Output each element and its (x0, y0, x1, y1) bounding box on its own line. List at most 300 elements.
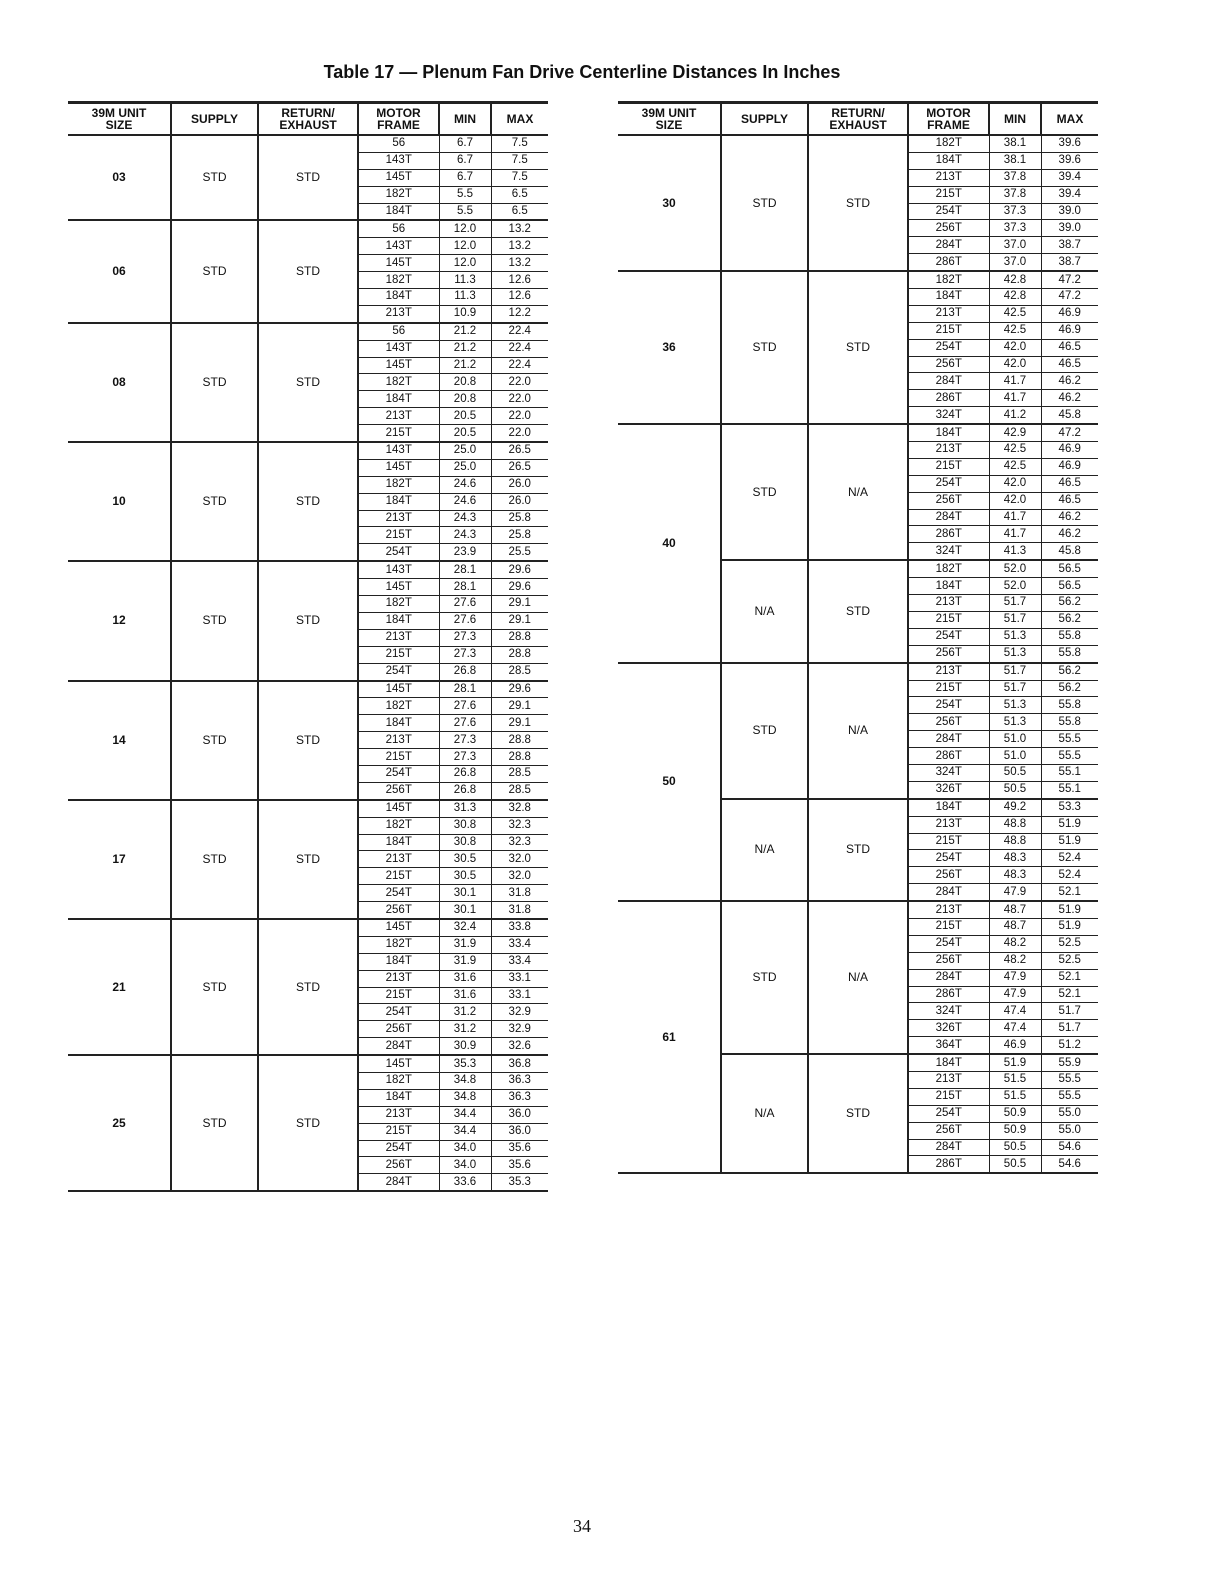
max-cell: 6.5 (491, 203, 548, 220)
motor-frame-cell: 215T (358, 1123, 439, 1140)
max-cell: 56.2 (1041, 611, 1098, 628)
min-cell: 51.9 (989, 1054, 1041, 1071)
motor-frame-cell: 324T (908, 543, 989, 560)
max-cell: 51.9 (1041, 816, 1098, 833)
max-cell: 46.9 (1041, 322, 1098, 339)
max-cell: 6.5 (491, 186, 548, 203)
motor-frame-cell: 213T (908, 816, 989, 833)
max-cell: 54.6 (1041, 1156, 1098, 1173)
max-cell: 32.0 (491, 851, 548, 868)
table-row (618, 901, 1098, 918)
page-number: 34 (573, 1516, 591, 1536)
motor-frame-cell: 254T (908, 850, 989, 867)
motor-frame-cell: 286T (908, 748, 989, 765)
max-cell: 12.6 (491, 289, 548, 306)
min-cell: 51.3 (989, 714, 1041, 731)
motor-frame-cell: 182T (358, 476, 439, 493)
table-row (68, 1055, 548, 1072)
min-cell: 26.8 (439, 782, 491, 799)
return-exhaust-cell: N/A (808, 901, 908, 1054)
min-cell: 37.0 (989, 254, 1041, 271)
motor-frame-cell: 184T (358, 493, 439, 510)
max-cell: 39.6 (1041, 152, 1098, 169)
min-cell: 11.3 (439, 289, 491, 306)
max-cell: 39.0 (1041, 203, 1098, 220)
table-body (68, 135, 548, 1191)
max-cell: 13.2 (491, 220, 548, 237)
min-cell: 27.3 (439, 629, 491, 646)
min-cell: 27.6 (439, 596, 491, 613)
max-cell: 26.0 (491, 476, 548, 493)
max-cell: 28.8 (491, 629, 548, 646)
motor-frame-cell: 254T (358, 1140, 439, 1157)
motor-frame-cell: 254T (908, 339, 989, 356)
min-cell: 42.0 (989, 475, 1041, 492)
min-cell: 24.3 (439, 510, 491, 527)
unit-size-cell: 50 (618, 663, 721, 901)
motor-frame-cell: 284T (908, 969, 989, 986)
motor-frame-cell: 215T (358, 749, 439, 766)
min-cell: 47.9 (989, 969, 1041, 986)
motor-frame-cell: 284T (908, 373, 989, 390)
max-cell: 51.7 (1041, 1020, 1098, 1037)
min-cell: 48.3 (989, 867, 1041, 884)
motor-frame-cell: 182T (358, 596, 439, 613)
motor-frame-cell: 213T (908, 442, 989, 459)
max-cell: 33.1 (491, 987, 548, 1004)
max-cell: 52.5 (1041, 952, 1098, 969)
min-cell: 50.9 (989, 1105, 1041, 1122)
min-cell: 42.5 (989, 322, 1041, 339)
max-cell: 46.5 (1041, 475, 1098, 492)
max-cell: 22.0 (491, 425, 548, 442)
min-cell: 21.2 (439, 323, 491, 340)
motor-frame-cell: 215T (908, 680, 989, 697)
min-cell: 30.5 (439, 868, 491, 885)
motor-frame-cell: 256T (908, 1122, 989, 1139)
min-cell: 31.9 (439, 953, 491, 970)
max-cell: 51.9 (1041, 833, 1098, 850)
max-cell: 52.1 (1041, 986, 1098, 1003)
motor-frame-cell: 145T (358, 579, 439, 596)
min-cell: 31.9 (439, 936, 491, 953)
motor-frame-cell: 213T (908, 663, 989, 680)
motor-frame-cell: 215T (358, 987, 439, 1004)
max-cell: 26.5 (491, 442, 548, 459)
motor-frame-cell: 215T (358, 868, 439, 885)
unit-size-cell: 03 (68, 135, 171, 220)
motor-frame-cell: 215T (908, 322, 989, 339)
max-cell: 52.1 (1041, 969, 1098, 986)
return-exhaust-cell: N/A (808, 663, 908, 799)
motor-frame-cell: 284T (908, 1139, 989, 1156)
max-cell: 55.8 (1041, 714, 1098, 731)
table-row (618, 135, 1098, 152)
max-cell: 29.1 (491, 596, 548, 613)
min-cell: 23.9 (439, 544, 491, 561)
max-cell: 56.5 (1041, 560, 1098, 577)
min-cell: 27.3 (439, 732, 491, 749)
min-cell: 51.7 (989, 611, 1041, 628)
motor-frame-cell: 286T (908, 986, 989, 1003)
motor-frame-cell: 213T (908, 1071, 989, 1088)
min-cell: 31.2 (439, 1021, 491, 1038)
min-cell: 5.5 (439, 186, 491, 203)
return-exhaust-cell: STD (808, 560, 908, 662)
header-min: MIN (989, 103, 1041, 136)
max-cell: 55.5 (1041, 748, 1098, 765)
motor-frame-cell: 182T (358, 374, 439, 391)
unit-size-cell: 06 (68, 220, 171, 322)
max-cell: 25.8 (491, 527, 548, 544)
motor-frame-cell: 254T (358, 544, 439, 561)
return-exhaust-cell: STD (808, 799, 908, 901)
motor-frame-cell: 184T (908, 1054, 989, 1071)
max-cell: 55.5 (1041, 1071, 1098, 1088)
motor-frame-cell: 213T (908, 169, 989, 186)
motor-frame-cell: 284T (358, 1038, 439, 1055)
min-cell: 27.3 (439, 646, 491, 663)
header-row (618, 103, 1098, 136)
motor-frame-cell: 256T (358, 782, 439, 799)
min-cell: 50.5 (989, 1156, 1041, 1173)
min-cell: 6.7 (439, 135, 491, 152)
max-cell: 46.2 (1041, 373, 1098, 390)
table-row (68, 135, 548, 152)
max-cell: 28.5 (491, 663, 548, 680)
min-cell: 47.4 (989, 1003, 1041, 1020)
min-cell: 24.3 (439, 527, 491, 544)
max-cell: 33.8 (491, 919, 548, 936)
max-cell: 35.6 (491, 1157, 548, 1174)
min-cell: 42.8 (989, 271, 1041, 288)
max-cell: 52.4 (1041, 850, 1098, 867)
return-exhaust-cell: STD (258, 919, 358, 1055)
min-cell: 28.1 (439, 681, 491, 698)
header-max: MAX (491, 103, 548, 136)
min-cell: 46.9 (989, 1037, 1041, 1054)
motor-frame-cell: 184T (358, 289, 439, 306)
min-cell: 27.3 (439, 749, 491, 766)
max-cell: 36.0 (491, 1106, 548, 1123)
min-cell: 37.0 (989, 237, 1041, 254)
max-cell: 22.4 (491, 357, 548, 374)
motor-frame-cell: 215T (908, 611, 989, 628)
supply-cell: STD (171, 800, 258, 919)
min-cell: 48.2 (989, 952, 1041, 969)
motor-frame-cell: 256T (358, 1021, 439, 1038)
min-cell: 20.8 (439, 374, 491, 391)
max-cell: 56.5 (1041, 578, 1098, 595)
min-cell: 34.0 (439, 1157, 491, 1174)
motor-frame-cell: 145T (358, 357, 439, 374)
max-cell: 56.2 (1041, 663, 1098, 680)
supply-cell: N/A (721, 799, 808, 901)
unit-size-cell: 25 (68, 1055, 171, 1191)
header-max: MAX (1041, 103, 1098, 136)
min-cell: 31.3 (439, 800, 491, 817)
min-cell: 31.2 (439, 1004, 491, 1021)
motor-frame-cell: 184T (908, 424, 989, 441)
max-cell: 28.5 (491, 782, 548, 799)
motor-frame-cell: 143T (358, 152, 439, 169)
min-cell: 30.9 (439, 1038, 491, 1055)
header-supply: SUPPLY (721, 103, 808, 136)
max-cell: 26.5 (491, 459, 548, 476)
unit-size-cell: 36 (618, 271, 721, 424)
motor-frame-cell: 182T (908, 271, 989, 288)
min-cell: 48.2 (989, 935, 1041, 952)
motor-frame-cell: 256T (908, 492, 989, 509)
min-cell: 37.8 (989, 169, 1041, 186)
max-cell: 31.8 (491, 885, 548, 902)
motor-frame-cell: 56 (358, 135, 439, 152)
motor-frame-cell: 256T (358, 902, 439, 919)
motor-frame-cell: 184T (908, 799, 989, 816)
min-cell: 27.6 (439, 698, 491, 715)
header-return-exhaust: RETURN/ EXHAUST (808, 103, 908, 136)
min-cell: 52.0 (989, 560, 1041, 577)
motor-frame-cell: 182T (908, 560, 989, 577)
max-cell: 22.4 (491, 323, 548, 340)
motor-frame-cell: 213T (908, 595, 989, 612)
max-cell: 29.6 (491, 561, 548, 578)
max-cell: 46.2 (1041, 390, 1098, 407)
min-cell: 42.0 (989, 339, 1041, 356)
supply-cell: STD (171, 442, 258, 561)
motor-frame-cell: 145T (358, 459, 439, 476)
min-cell: 30.5 (439, 851, 491, 868)
max-cell: 52.1 (1041, 884, 1098, 901)
min-cell: 28.1 (439, 579, 491, 596)
min-cell: 27.6 (439, 715, 491, 732)
max-cell: 56.2 (1041, 680, 1098, 697)
max-cell: 32.0 (491, 868, 548, 885)
min-cell: 48.8 (989, 833, 1041, 850)
motor-frame-cell: 254T (358, 885, 439, 902)
max-cell: 13.2 (491, 238, 548, 255)
unit-size-cell: 12 (68, 561, 171, 680)
max-cell: 7.5 (491, 152, 548, 169)
min-cell: 41.7 (989, 373, 1041, 390)
table-title: Table 17 — Plenum Fan Drive Centerline Distances In Inches (323, 62, 841, 82)
min-cell: 12.0 (439, 255, 491, 272)
header-supply: SUPPLY (171, 103, 258, 136)
min-cell: 20.5 (439, 408, 491, 425)
motor-frame-cell: 145T (358, 169, 439, 186)
header-motor-frame: MOTOR FRAME (908, 103, 989, 136)
motor-frame-cell: 145T (358, 919, 439, 936)
max-cell: 45.8 (1041, 543, 1098, 560)
max-cell: 55.0 (1041, 1105, 1098, 1122)
table-row (68, 919, 548, 936)
min-cell: 37.8 (989, 186, 1041, 203)
max-cell: 56.2 (1041, 595, 1098, 612)
min-cell: 42.5 (989, 305, 1041, 322)
min-cell: 6.7 (439, 169, 491, 186)
motor-frame-cell: 284T (908, 509, 989, 526)
motor-frame-cell: 364T (908, 1037, 989, 1054)
motor-frame-cell: 184T (908, 578, 989, 595)
min-cell: 41.2 (989, 407, 1041, 424)
max-cell: 36.3 (491, 1089, 548, 1106)
min-cell: 48.8 (989, 816, 1041, 833)
supply-cell: N/A (721, 560, 808, 662)
motor-frame-cell: 256T (908, 645, 989, 662)
max-cell: 47.2 (1041, 424, 1098, 441)
min-cell: 31.6 (439, 970, 491, 987)
max-cell: 32.6 (491, 1038, 548, 1055)
motor-frame-cell: 184T (358, 953, 439, 970)
motor-frame-cell: 256T (358, 1157, 439, 1174)
motor-frame-cell: 256T (908, 714, 989, 731)
min-cell: 34.8 (439, 1089, 491, 1106)
motor-frame-cell: 284T (908, 237, 989, 254)
motor-frame-cell: 213T (908, 901, 989, 918)
max-cell: 46.9 (1041, 305, 1098, 322)
unit-size-cell: 10 (68, 442, 171, 561)
min-cell: 51.3 (989, 697, 1041, 714)
max-cell: 32.8 (491, 800, 548, 817)
max-cell: 22.0 (491, 391, 548, 408)
max-cell: 51.7 (1041, 1003, 1098, 1020)
motor-frame-cell: 256T (908, 952, 989, 969)
min-cell: 30.8 (439, 834, 491, 851)
min-cell: 42.0 (989, 356, 1041, 373)
max-cell: 39.4 (1041, 169, 1098, 186)
motor-frame-cell: 184T (358, 203, 439, 220)
min-cell: 38.1 (989, 152, 1041, 169)
motor-frame-cell: 256T (908, 220, 989, 237)
max-cell: 52.4 (1041, 867, 1098, 884)
table-row (68, 800, 548, 817)
max-cell: 13.2 (491, 255, 548, 272)
motor-frame-cell: 184T (358, 391, 439, 408)
unit-size-cell: 30 (618, 135, 721, 271)
motor-frame-cell: 284T (908, 884, 989, 901)
motor-frame-cell: 286T (908, 526, 989, 543)
min-cell: 21.2 (439, 340, 491, 357)
right-spec-table (618, 101, 1098, 1174)
motor-frame-cell: 215T (358, 425, 439, 442)
motor-frame-cell: 326T (908, 781, 989, 798)
max-cell: 32.3 (491, 817, 548, 834)
max-cell: 29.1 (491, 698, 548, 715)
supply-cell: STD (721, 135, 808, 271)
max-cell: 55.5 (1041, 731, 1098, 748)
min-cell: 37.3 (989, 203, 1041, 220)
max-cell: 31.8 (491, 902, 548, 919)
max-cell: 33.4 (491, 953, 548, 970)
max-cell: 12.2 (491, 305, 548, 322)
supply-cell: STD (721, 901, 808, 1054)
motor-frame-cell: 324T (908, 1003, 989, 1020)
max-cell: 12.6 (491, 272, 548, 289)
min-cell: 51.5 (989, 1071, 1041, 1088)
max-cell: 33.1 (491, 970, 548, 987)
max-cell: 35.3 (491, 1174, 548, 1191)
header-return-exhaust: RETURN/ EXHAUST (258, 103, 358, 136)
min-cell: 48.3 (989, 850, 1041, 867)
min-cell: 42.0 (989, 492, 1041, 509)
max-cell: 55.0 (1041, 1122, 1098, 1139)
max-cell: 36.0 (491, 1123, 548, 1140)
min-cell: 30.1 (439, 902, 491, 919)
motor-frame-cell: 215T (908, 833, 989, 850)
motor-frame-cell: 284T (908, 731, 989, 748)
max-cell: 47.2 (1041, 271, 1098, 288)
min-cell: 21.2 (439, 357, 491, 374)
return-exhaust-cell: STD (808, 135, 908, 271)
motor-frame-cell: 182T (358, 1072, 439, 1089)
max-cell: 36.3 (491, 1072, 548, 1089)
max-cell: 29.1 (491, 715, 548, 732)
min-cell: 30.8 (439, 817, 491, 834)
return-exhaust-cell: STD (258, 1055, 358, 1191)
max-cell: 28.8 (491, 732, 548, 749)
max-cell: 7.5 (491, 135, 548, 152)
supply-cell: STD (721, 271, 808, 424)
left-spec-table (68, 101, 548, 1192)
min-cell: 24.6 (439, 476, 491, 493)
motor-frame-cell: 254T (908, 1105, 989, 1122)
min-cell: 41.7 (989, 509, 1041, 526)
min-cell: 47.9 (989, 986, 1041, 1003)
motor-frame-cell: 184T (358, 612, 439, 629)
min-cell: 49.2 (989, 799, 1041, 816)
min-cell: 26.8 (439, 765, 491, 782)
min-cell: 32.4 (439, 919, 491, 936)
min-cell: 51.0 (989, 731, 1041, 748)
max-cell: 51.9 (1041, 901, 1098, 918)
motor-frame-cell: 324T (908, 764, 989, 781)
max-cell: 46.5 (1041, 356, 1098, 373)
max-cell: 52.5 (1041, 935, 1098, 952)
min-cell: 34.4 (439, 1123, 491, 1140)
min-cell: 33.6 (439, 1174, 491, 1191)
table-body (618, 135, 1098, 1173)
unit-size-cell: 40 (618, 424, 721, 662)
table-row (68, 561, 548, 578)
max-cell: 22.4 (491, 340, 548, 357)
motor-frame-cell: 215T (358, 527, 439, 544)
min-cell: 42.5 (989, 442, 1041, 459)
min-cell: 41.7 (989, 390, 1041, 407)
motor-frame-cell: 215T (358, 646, 439, 663)
motor-frame-cell: 254T (358, 765, 439, 782)
max-cell: 22.0 (491, 408, 548, 425)
min-cell: 50.5 (989, 764, 1041, 781)
return-exhaust-cell: STD (258, 442, 358, 561)
motor-frame-cell: 215T (908, 1088, 989, 1105)
max-cell: 45.8 (1041, 407, 1098, 424)
table-row (68, 442, 548, 459)
max-cell: 29.6 (491, 681, 548, 698)
header-unit-size: 39M UNIT SIZE (618, 103, 721, 136)
min-cell: 26.8 (439, 663, 491, 680)
max-cell: 55.8 (1041, 697, 1098, 714)
motor-frame-cell: 182T (358, 186, 439, 203)
max-cell: 29.6 (491, 579, 548, 596)
min-cell: 37.3 (989, 220, 1041, 237)
max-cell: 46.2 (1041, 509, 1098, 526)
motor-frame-cell: 256T (908, 356, 989, 373)
max-cell: 32.9 (491, 1004, 548, 1021)
motor-frame-cell: 184T (908, 152, 989, 169)
max-cell: 39.4 (1041, 186, 1098, 203)
supply-cell: STD (171, 561, 258, 680)
max-cell: 29.1 (491, 612, 548, 629)
